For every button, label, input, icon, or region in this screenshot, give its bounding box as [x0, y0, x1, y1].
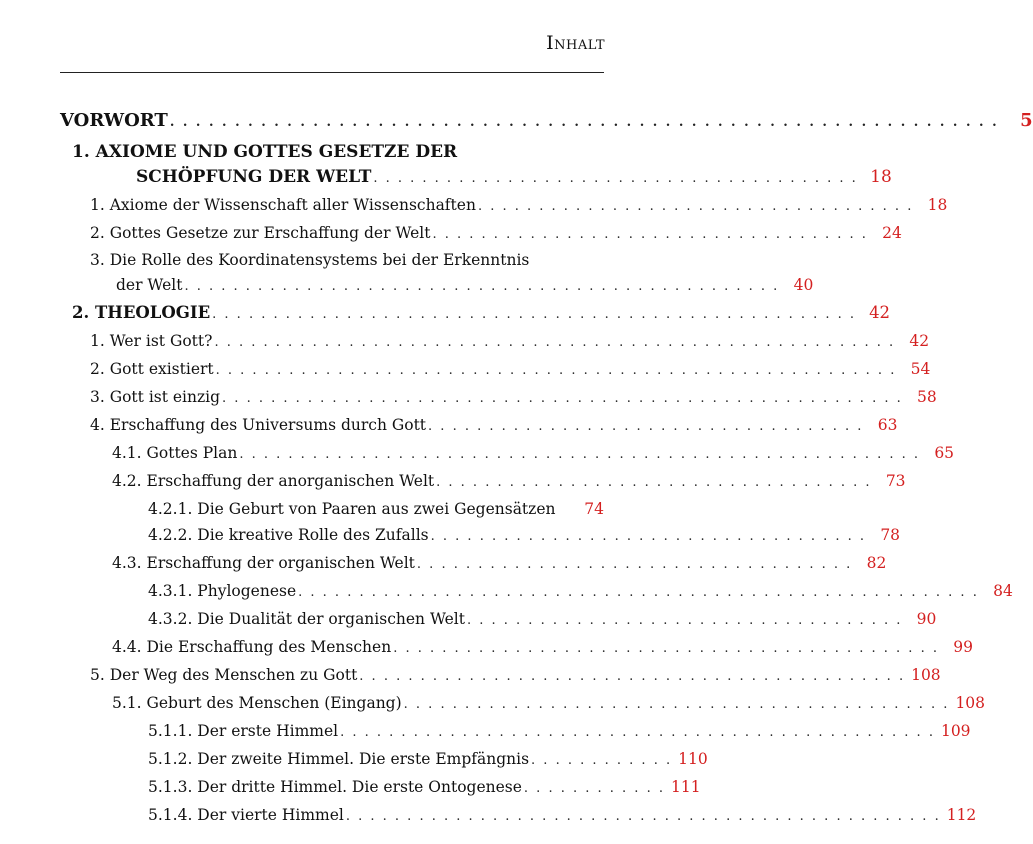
toc-page-number: 108	[955, 694, 986, 712]
toc-entry-2-1[interactable]	[60, 328, 930, 356]
toc-entry-vorwort[interactable]	[60, 108, 1033, 136]
toc-entry-2-4-3-1[interactable]	[60, 578, 1013, 606]
toc-page-number: 40	[793, 276, 814, 294]
leader-dots: . . . . . . . . . . . . . . . . . . . . . . . . . . . . . . . . . . . .	[466, 613, 903, 628]
toc-label: 5.1.4. Der vierte Himmel	[148, 806, 344, 824]
toc-page-number: 63	[877, 416, 898, 434]
toc-page-number: 90	[916, 610, 937, 628]
toc-page-number: 58	[917, 388, 937, 406]
leader-dots: . . . . . . . . . . . . . . . . . . . . . . . . . . . . . . . . . . . . . . . . . . . . . . . . .	[184, 279, 780, 294]
toc-label-line1: 1. AXIOME UND GOTTES GESETZE DER	[72, 142, 458, 162]
leader-dots: . . . . . . . . . . . . . . . . . . . . . . . . . . . . . . . . . . . . . . . . . . . . .	[359, 669, 906, 684]
toc-page-number: 18	[870, 167, 892, 187]
toc-entry-2-5-1-1[interactable]	[60, 718, 971, 746]
toc-label: 5.1.3. Der dritte Himmel. Die erste Ontogenese	[148, 778, 522, 796]
leader-dots: . . . . . . . . . . . . . . . . . . . . . . . . . . . . . . . . . . . .	[432, 227, 868, 242]
leader-dots: . . . . . . . . . . . . . . . . . . . . . . . . . . . . . . . . . . . . . . . .	[373, 171, 858, 186]
toc-entry-chapter-2[interactable]	[60, 300, 891, 328]
toc-entry-2-4-2-1[interactable]	[60, 496, 604, 522]
leader-dots: . . . . . . . . . . . . . . . . . . . . . . . . . . . . . . . . . . . . . . . . . . . . . . . . . . . . . . . . . . . . . . . .	[169, 115, 999, 130]
header-rule	[60, 72, 604, 73]
leader-dots: . . . . . . . . . . . . . . . . . . . . . . . . . . . . . . . . . . . . . . . . . . . . . . . . . . . . . . . .	[222, 391, 903, 406]
toc-label: 4. Erschaffung des Universums durch Gott	[90, 416, 427, 434]
leader-dots: . . . . . . . . . . . . . . . . . . . . . . . . . . . . . . . . . . . .	[477, 199, 914, 214]
toc-label: 4.3. Erschaffung der organischen Welt	[112, 554, 415, 572]
toc-entry-2-2[interactable]	[60, 356, 931, 384]
toc-entry-2-4[interactable]	[60, 412, 898, 440]
toc-page-number: 99	[953, 638, 973, 656]
leader-dots: . . . . . . . . . . . . . . . . . . . . . . . . . . . . . . . . . . . .	[416, 557, 853, 572]
toc-page-number: 111	[670, 778, 701, 796]
toc-label-line2: SCHÖPFUNG DER WELT	[136, 167, 372, 187]
toc-label: 5.1. Geburt des Menschen (Eingang)	[112, 694, 402, 712]
leader-dots: . . . . . . . . . . . . . . . . . . . . . . . . . . . . . . . . . . . . . . . . . . . . .	[403, 697, 950, 712]
toc-label: 2. Gottes Gesetze zur Erschaffung der Welt	[90, 224, 431, 242]
toc-entry-2-4-4[interactable]	[60, 634, 973, 662]
table-of-contents	[60, 108, 1033, 830]
toc-page-number: 84	[993, 582, 1013, 600]
leader-dots: . . . . . . . . . . . . . . . . . . . . . . . . . . . . . . . . . . . . . . . . . . . . .	[393, 641, 939, 656]
leader-dots: . . . . . . . . . . . . . . . . . . . . . . . . . . . . . . . . . . . . . . . . . . . . . . . . .	[340, 725, 935, 740]
toc-entry-1-3[interactable]	[60, 248, 814, 300]
toc-label-line2: der Welt	[116, 276, 183, 294]
leader-dots: . . . . . . . . . . . . . . . . . . . . . . . . . . . . . . . . . . . . . . . . . . . . . . . . . . . . . . . .	[239, 447, 921, 462]
leader-dots: . . . . . . . . . . . .	[523, 781, 665, 796]
leader-dots: . . . . . . . . . . . . . . . . . . . . . . . . . . . . . . . . . . . . . . . . . . . . . . . . . . . . .	[212, 307, 857, 322]
toc-label: 5.1.1. Der erste Himmel	[148, 722, 339, 740]
leader-dots: . . . . . . . . . . . . . . . . . . . . . . . . . . . . . . . . . . . . . . . . . . . . . . . . .	[345, 809, 941, 824]
toc-label: 4.3.1. Phylogenese	[148, 582, 297, 600]
leader-dots: . . . . . . . . . . . .	[531, 753, 673, 768]
toc-label: VORWORT	[60, 110, 168, 131]
toc-label: 5. Der Weg des Menschen zu Gott	[90, 666, 358, 684]
toc-label: 3. Gott ist einzig	[90, 388, 221, 406]
toc-label: 4.2.2. Die kreative Rolle des Zufalls	[148, 526, 429, 544]
toc-page-number: 18	[927, 196, 948, 214]
toc-page-number: 110	[678, 750, 708, 768]
toc-page-number: 42	[909, 332, 930, 350]
toc-entry-2-5-1-4[interactable]	[60, 802, 977, 830]
leader-dots: . . . . . . . . . . . . . . . . . . . . . . . . . . . . . . . . . . . .	[428, 419, 864, 434]
leader-dots: . . . . . . . . . . . . . . . . . . . . . . . . . . . . . . . . . . . .	[430, 529, 867, 544]
leader-dots: . . . . . . . . . . . . . . . . . . . . . . . . . . . . . . . . . . . .	[436, 475, 872, 490]
toc-label-line1: 3. Die Rolle des Koordinatensystems bei der Erkenntnis	[90, 251, 530, 269]
toc-page-number: 78	[880, 526, 901, 544]
toc-label: 4.3.2. Die Dualität der organischen Welt	[148, 610, 465, 628]
toc-page-number: 24	[882, 224, 902, 242]
toc-label: 2. Gott existiert	[90, 360, 214, 378]
toc-entry-2-5[interactable]	[60, 662, 941, 690]
toc-label: 1. Wer ist Gott?	[90, 332, 213, 350]
toc-label: 4.2. Erschaffung der anorganischen Welt	[112, 472, 435, 490]
toc-page-number: 109	[940, 722, 971, 740]
toc-page-number: 65	[934, 444, 955, 462]
toc-entry-1-1[interactable]	[60, 192, 948, 220]
toc-page-number: 82	[866, 554, 887, 572]
toc-entry-2-4-2-2[interactable]	[60, 522, 901, 550]
toc-entry-chapter-1[interactable]	[60, 140, 892, 192]
toc-label: 5.1.2. Der zweite Himmel. Die erste Empfängnis	[148, 750, 530, 768]
toc-label: 1. Axiome der Wissenschaft aller Wissenschaften	[90, 196, 476, 214]
toc-entry-2-5-1[interactable]	[60, 690, 986, 718]
toc-label: 4.4. Die Erschaffung des Menschen	[112, 638, 392, 656]
toc-page-number: 108	[911, 666, 941, 684]
toc-page-number: 73	[885, 472, 906, 490]
running-header-title: Inhalt	[546, 32, 605, 54]
toc-label: 4.2.1. Die Geburt von Paaren aus zwei Gegensätzen	[148, 500, 556, 518]
leader-dots: . . . . . . . . . . . . . . . . . . . . . . . . . . . . . . . . . . . . . . . . . . . . . . . . . . . . . . . .	[214, 335, 896, 350]
toc-entry-2-4-1[interactable]	[60, 440, 955, 468]
toc-entry-2-5-1-2[interactable]	[60, 746, 708, 774]
toc-label: 4.1. Gottes Plan	[112, 444, 238, 462]
toc-entry-2-5-1-3[interactable]	[60, 774, 701, 802]
toc-entry-2-3[interactable]	[60, 384, 937, 412]
toc-label: 2. THEOLOGIE	[72, 303, 211, 322]
toc-page-number: 42	[869, 303, 891, 322]
toc-entry-1-2[interactable]	[60, 220, 902, 248]
toc-page-number: 112	[946, 806, 977, 824]
toc-page-number: 54	[910, 360, 931, 378]
leader-dots: . . . . . . . . . . . . . . . . . . . . . . . . . . . . . . . . . . . . . . . . . . . . . . . . . . . . . . . .	[298, 585, 979, 600]
toc-entry-2-4-2[interactable]	[60, 468, 906, 496]
leader-dots: . . . . . . . . . . . . . . . . . . . . . . . . . . . . . . . . . . . . . . . . . . . . . . . . . . . . . . . .	[215, 363, 897, 378]
toc-page-number: 74	[584, 500, 604, 518]
toc-entry-2-4-3[interactable]	[60, 550, 887, 578]
toc-page-number: 5	[1020, 110, 1033, 131]
toc-entry-2-4-3-2[interactable]	[60, 606, 937, 634]
